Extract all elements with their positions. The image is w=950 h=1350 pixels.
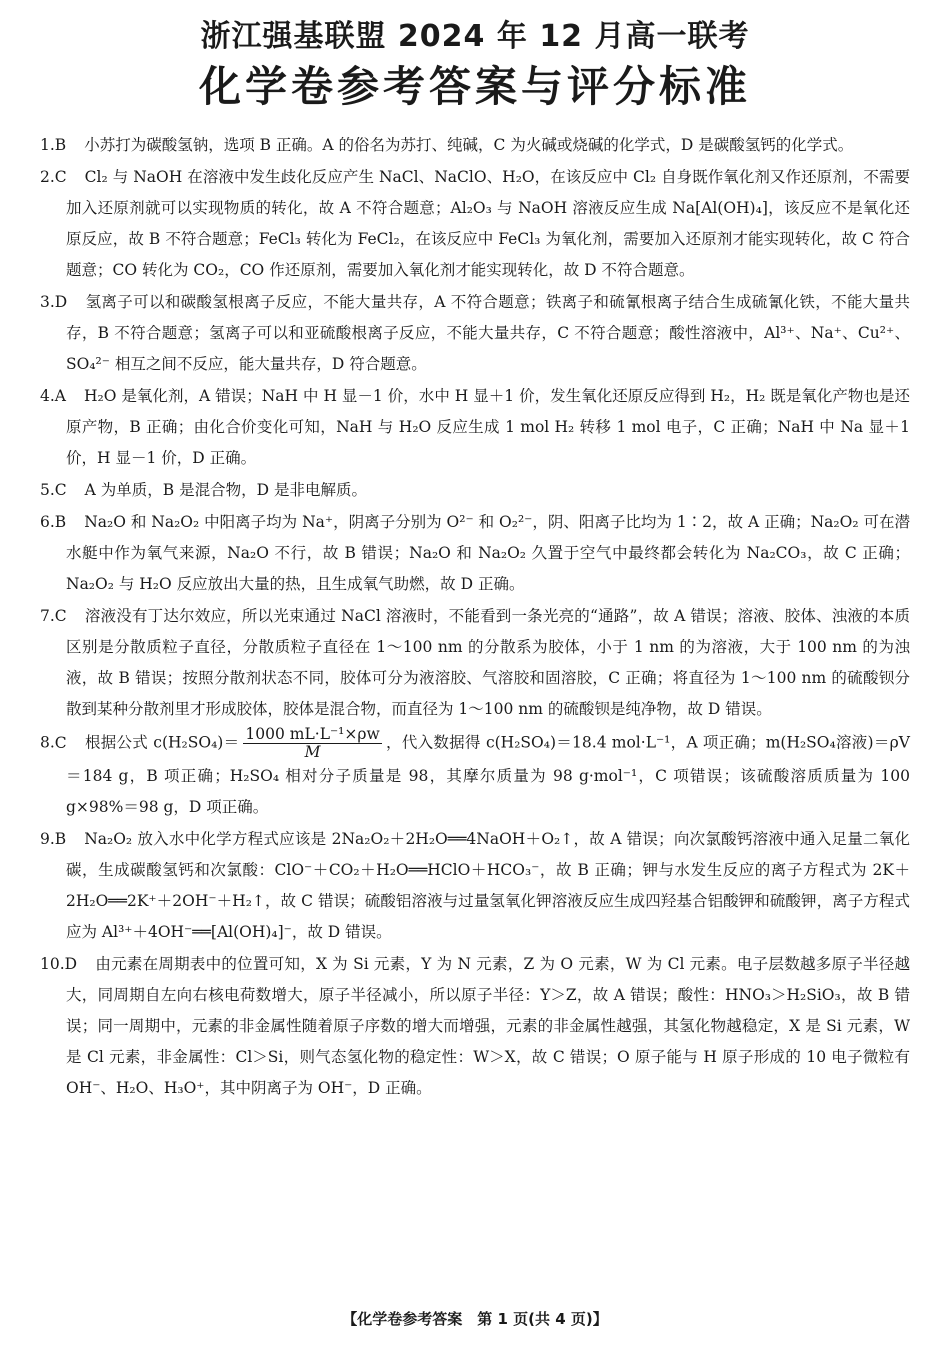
item-explanation: 由元素在周期表中的位置可知，X 为 Si 元素，Y 为 N 元素，Z 为 O 元素，W 为 Cl 元素。电子层数越多原子半径越大，同周期自左向右核电荷数增大，原子半径减小，所以原子半径：Y＞Z，故 A 错误；酸性：HNO₃＞H₂SiO₃，故 B 错误；同一周期中，元素的非金属性随着原子序数的增大而增强，元素的非金属性越强，其氢化物越稳定，X 是 Si 元素，W 是 Cl 元素，非金属性：Cl＞Si，则气态氢化物的稳定性：W＞X，故 C 错误；O 原子能与 H 原子形成的 10 电子微粒有 OH⁻、H₂O、H₃O⁺，其中阴离子为 OH⁻，D 正确。 bbox=[66, 955, 910, 1097]
concentration-formula bbox=[243, 726, 381, 761]
item-answer: C bbox=[54, 607, 67, 625]
item-answer: C bbox=[54, 733, 67, 752]
item-number: 2. bbox=[40, 168, 55, 186]
item-answer: D bbox=[64, 955, 78, 973]
item-answer: B bbox=[54, 136, 67, 154]
item-explanation: A 为单质，B 是混合物，D 是非电解质。 bbox=[84, 481, 367, 499]
item-number: 1. bbox=[40, 136, 55, 154]
answer-item-1 bbox=[40, 130, 910, 161]
answer-item-2 bbox=[40, 162, 910, 286]
item-explanation-end: ，代入数据得 c(H₂SO₄)＝18.4 mol·L⁻¹，A 项正确；m(H₂SO₄溶液)＝ρV＝184 g，B 项正确；H₂SO₄ 相对分子质量是 98，其摩尔质量为 98 g·mol⁻¹，C 项错误；该硫酸溶质质量为 100 g×98%＝98 g，D 项正确。 bbox=[66, 733, 910, 816]
item-explanation: Na₂O 和 Na₂O₂ 中阳离子均为 Na⁺，阴离子分别为 O²⁻ 和 O₂²⁻，阴、阳离子比均为 1∶2，故 A 正确；Na₂O₂ 可在潜水艇中作为氧气来源，Na₂O 不行，故 B 错误；Na₂O 和 Na₂O₂ 久置于空气中最终都会转化为 Na₂CO₃，故 C 正确；Na₂O₂ 与 H₂O 反应放出大量的热，且生成氧气助燃，故 D 正确。 bbox=[66, 513, 910, 593]
page-footer: 【化学卷参考答案 第 1 页(共 4 页)】 bbox=[342, 1310, 608, 1328]
item-number: 9. bbox=[40, 830, 55, 848]
exam-title: 浙江强基联盟 2024 年 12 月高一联考 bbox=[200, 19, 750, 54]
item-answer: A bbox=[54, 387, 66, 405]
answer-item-3 bbox=[40, 287, 910, 380]
item-number: 6. bbox=[40, 513, 55, 531]
answer-item-6 bbox=[40, 507, 910, 600]
answer-item-8 bbox=[40, 726, 910, 823]
item-answer: D bbox=[54, 293, 68, 311]
answer-item-5 bbox=[40, 475, 910, 506]
answer-item-10 bbox=[40, 949, 910, 1104]
item-number: 4. bbox=[40, 387, 55, 405]
item-number: 7. bbox=[40, 607, 55, 625]
answer-item-4 bbox=[40, 381, 910, 474]
formula-numerator: 1000 mL·L⁻¹×ρw bbox=[245, 725, 380, 743]
item-explanation: 溶液没有丁达尔效应，所以光束通过 NaCl 溶液时，不能看到一条光亮的“通路”，故 A 错误；溶液、胶体、浊液的本质区别是分散质粒子直径，分散质粒子直径在 1～100 nm 的分散系为胶体，小于 1 nm 的为溶液，大于 100 nm 的为浊液，故 B 错误；按照分散剂状态不同，胶体可分为液溶胶、气溶胶和固溶胶，C 正确；将直径为 1～100 nm 的硫酸钡分散到某种分散剂里才形成胶体，胶体是混合物，而直径为 1～100 nm 的硫酸钡是纯净物，故 D 错误。 bbox=[66, 607, 910, 718]
item-number: 5. bbox=[40, 481, 55, 499]
item-number: 10. bbox=[40, 955, 65, 973]
item-number: 3. bbox=[40, 293, 55, 311]
item-answer: B bbox=[54, 513, 67, 531]
document-title: 化学卷参考答案与评分标准 bbox=[198, 62, 751, 111]
item-explanation: Cl₂ 与 NaOH 在溶液中发生歧化反应产生 NaCl、NaClO、H₂O，在该反应中 Cl₂ 自身既作氧化剂又作还原剂，不需要加入还原剂就可以实现物质的转化，故 A 不符合题意；Al₂O₃ 与 NaOH 溶液反应生成 Na[Al(OH)₄]，该反应不是氧化还原反应，故 B 不符合题意；FeCl₃ 转化为 FeCl₂，在该反应中 FeCl₃ 为氧化剂，需要加入还原剂才能实现转化，故 C 符合题意；CO 转化为 CO₂，CO 作还原剂，需要加入氧化剂才能实现转化，故 D 不符合题意。 bbox=[66, 168, 910, 279]
answer-item-7 bbox=[40, 601, 910, 725]
item-explanation: 氢离子可以和碳酸氢根离子反应，不能大量共存，A 不符合题意；铁离子和硫氰根离子结合生成硫氰化铁，不能大量共存，B 不符合题意；氢离子可以和亚硫酸根离子反应，不能大量共存，C 不符合题意；酸性溶液中，Al³⁺、Na⁺、Cu²⁺、SO₄²⁻ 相互之间不反应，能大量共存，D 符合题意。 bbox=[66, 293, 910, 373]
item-number: 8. bbox=[40, 733, 55, 752]
item-explanation: 小苏打为碳酸氢钠，选项 B 正确。A 的俗名为苏打、纯碱，C 为火碱或烧碱的化学式，D 是碳酸氢钙的化学式。 bbox=[84, 136, 854, 154]
item-explanation: Na₂O₂ 放入水中化学方程式应该是 2Na₂O₂＋2H₂O══4NaOH＋O₂↑，故 A 错误；向次氯酸钙溶液中通入足量二氧化碳，生成碳酸氢钙和次氯酸：ClO⁻＋CO₂＋H₂O══HClO＋HCO₃⁻，故 B 正确；钾与水发生反应的离子方程式为 2K＋2H₂O══2K⁺＋2OH⁻＋H₂↑，故 C 错误；硫酸铝溶液与过量氢氧化钾溶液反应生成四羟基合铝酸钾和硫酸钾，离子方程式应为 Al³⁺＋4OH⁻══[Al(OH)₄]⁻，故 D 错误。 bbox=[66, 830, 910, 941]
item-answer: C bbox=[54, 481, 67, 499]
answer-list bbox=[40, 130, 910, 1104]
item-answer: B bbox=[54, 830, 67, 848]
item-explanation: H₂O 是氧化剂，A 错误；NaH 中 H 显－1 价，水中 H 显＋1 价，发生氧化还原反应得到 H₂，H₂ 既是氧化产物也是还原产物，B 正确；由化合价变化可知，NaH 与 H₂O 反应生成 1 mol H₂ 转移 1 mol 电子，C 正确；NaH 中 Na 显＋1 价，H 显－1 价，D 正确。 bbox=[66, 387, 910, 467]
item-answer: C bbox=[54, 168, 67, 186]
item-explanation-start: 根据公式 c(H₂SO₄)＝ bbox=[84, 733, 240, 752]
answer-item-9 bbox=[40, 824, 910, 948]
formula-denominator: M bbox=[304, 743, 321, 761]
